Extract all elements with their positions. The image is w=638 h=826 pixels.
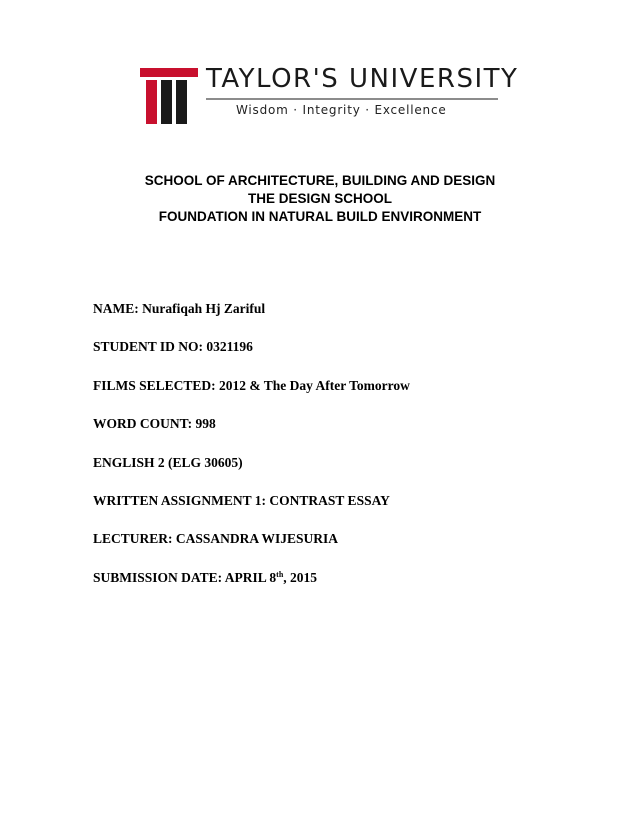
course-code: ENGLISH 2 (ELG 30605) [93,454,243,470]
student-id: STUDENT ID NO: 0321196 [93,339,253,355]
logo-right-pillar [176,80,187,124]
school-name: SCHOOL OF ARCHITECTURE, BUILDING AND DESIGN [144,173,496,188]
logo-center-pillar [161,80,172,124]
assignment-title: WRITTEN ASSIGNMENT 1: CONTRAST ESSAY [93,492,390,508]
word-count: WORD COUNT: 998 [93,416,216,432]
logo-divider [206,98,498,100]
submission-date-ordinal: th [276,569,284,579]
university-tagline: Wisdom · Integrity · Excellence [236,103,447,117]
pillars-logo-icon [140,64,200,124]
university-logo [140,64,519,124]
submission-date-suffix: , 2015 [283,569,318,585]
student-name: NAME: Nurafiqah Hj Zariful [93,301,266,316]
films-selected: FILMS SELECTED: 2012 & The Day After Tomorrow [93,377,410,393]
department-name: THE DESIGN SCHOOL [247,191,392,206]
lecturer-name: LECTURER: CASSANDRA WIJESURIA [93,531,339,547]
cover-details [93,300,410,607]
university-name: TAYLOR'S UNIVERSITY [206,64,519,94]
logo-top-bar [140,68,198,77]
logo-left-pillar [146,80,157,124]
school-heading [90,172,550,226]
programme-name: FOUNDATION IN NATURAL BUILD ENVIRONMENT [158,209,482,224]
submission-date-prefix: SUBMISSION DATE: APRIL 8 [93,569,277,585]
submission-date [93,569,410,587]
